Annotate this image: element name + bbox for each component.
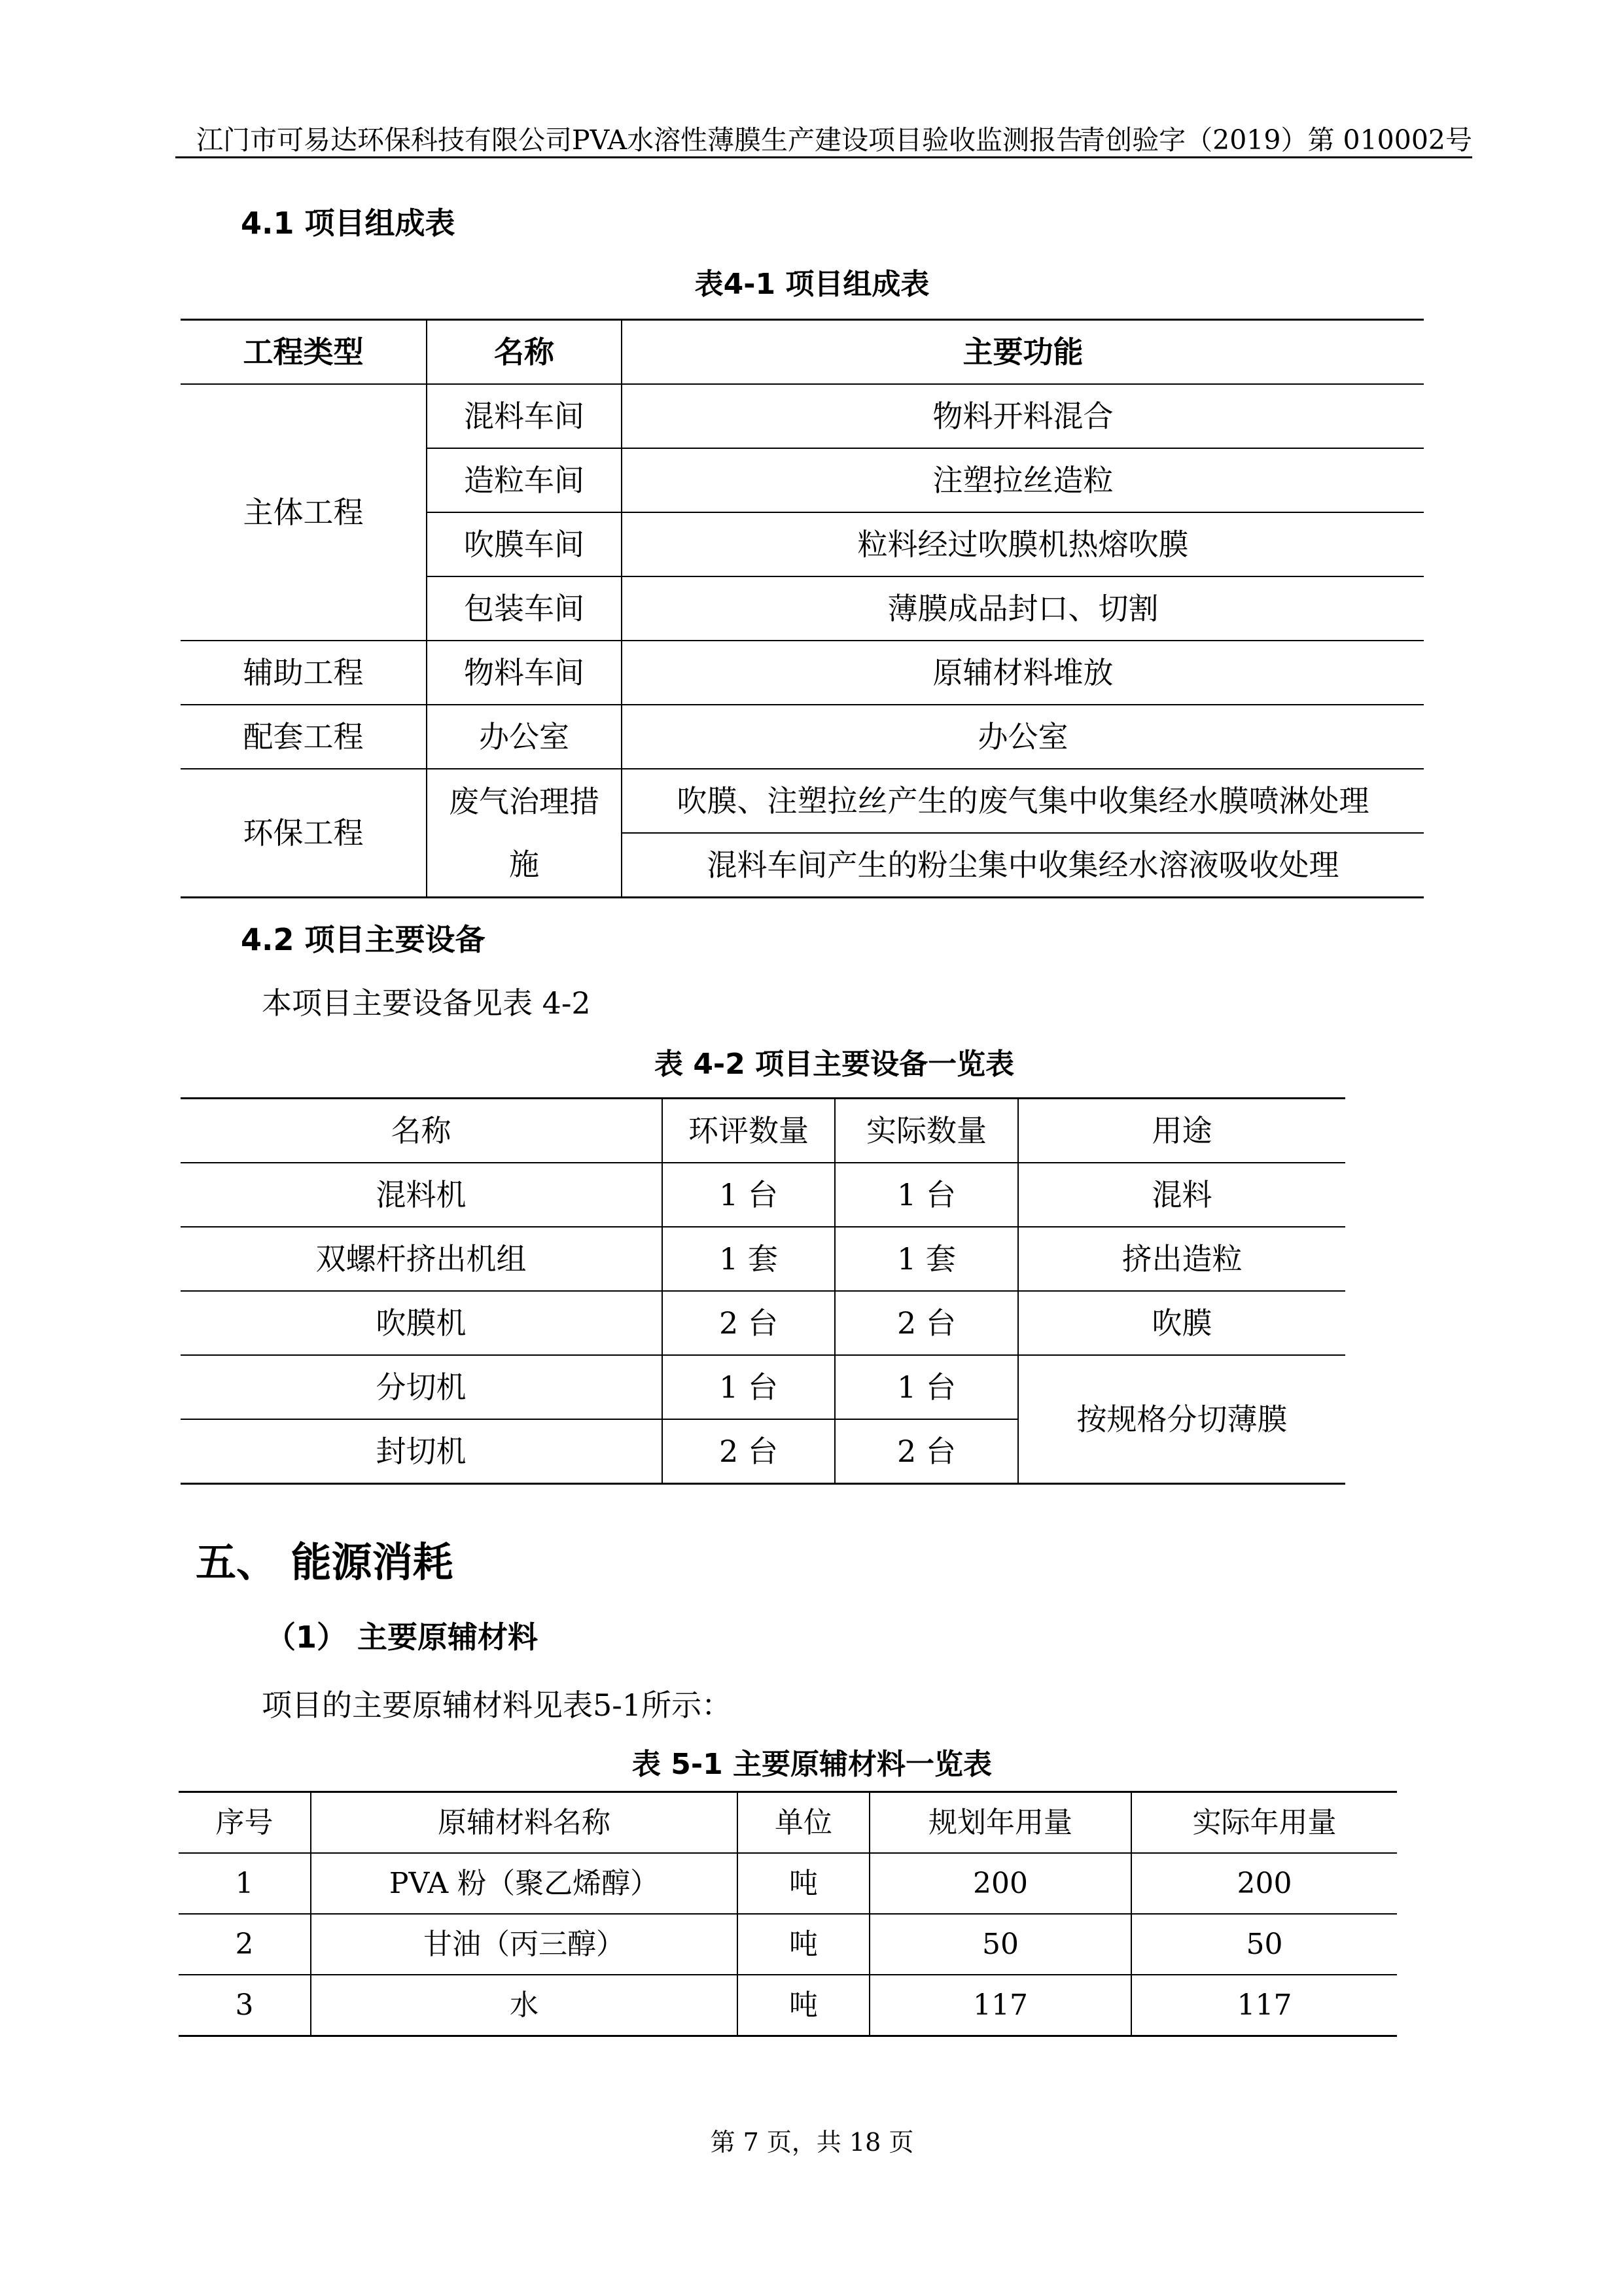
table-header-row	[179, 1792, 1397, 1854]
name-cell: 包装车间	[427, 576, 622, 641]
function-cell: 物料开料混合	[622, 384, 1424, 448]
name-cell: 废气治理措施	[427, 769, 622, 898]
table-row	[181, 384, 1424, 448]
table-row	[181, 1163, 1345, 1227]
serial-no: 2	[179, 1914, 311, 1975]
planned-usage: 117	[870, 1975, 1131, 2036]
table-row	[181, 1227, 1345, 1291]
name-cell: 混料车间	[427, 384, 622, 448]
section-5-intro: 项目的主要原辅材料见表5-1所示：	[262, 1687, 732, 1723]
header-cell: 实际年用量	[1131, 1792, 1397, 1854]
table-header-row	[181, 320, 1424, 385]
unit: 吨	[737, 1853, 870, 1914]
section-4-1-title: 4.1 项目组成表	[241, 205, 455, 241]
name-cell: 吹膜车间	[427, 512, 622, 576]
unit: 吨	[737, 1914, 870, 1975]
function-cell: 办公室	[622, 705, 1424, 769]
equipment-name: 封切机	[181, 1419, 662, 1484]
table-4-1-caption: 表4-1 项目组成表	[694, 268, 930, 301]
header-cell: 单位	[737, 1792, 870, 1854]
eia-quantity: 2 台	[662, 1419, 835, 1484]
table-row	[181, 1291, 1345, 1355]
equipment-name: 双螺杆挤出机组	[181, 1227, 662, 1291]
material-name: 甘油（丙三醇）	[311, 1914, 737, 1975]
actual-quantity: 1 台	[835, 1163, 1018, 1227]
header-cell: 名称	[181, 1099, 662, 1163]
function-cell: 注塑拉丝造粒	[622, 448, 1424, 512]
serial-no: 3	[179, 1975, 311, 2036]
table-row	[181, 641, 1424, 705]
table-header-row	[181, 1099, 1345, 1163]
material-name: 水	[311, 1975, 737, 2036]
group-cell-support: 配套工程	[181, 705, 427, 769]
table-project-composition	[181, 319, 1424, 898]
name-cell: 造粒车间	[427, 448, 622, 512]
function-cell: 原辅材料堆放	[622, 641, 1424, 705]
page-number: 第 7 页，共 18 页	[710, 2128, 914, 2157]
serial-no: 1	[179, 1853, 311, 1914]
header-cell: 环评数量	[662, 1099, 835, 1163]
eia-quantity: 1 台	[662, 1355, 835, 1419]
actual-quantity: 1 台	[835, 1355, 1018, 1419]
section-5-title: 五、 能源消耗	[196, 1538, 453, 1586]
header-report-number: 青创验字（2019）第 010002号	[1078, 124, 1472, 156]
table-main-equipment	[181, 1097, 1345, 1485]
group-cell-aux: 辅助工程	[181, 641, 427, 705]
section-5-subtitle: （1） 主要原辅材料	[266, 1619, 538, 1655]
header-rule	[175, 156, 1472, 158]
header-cell: 用途	[1018, 1099, 1345, 1163]
eia-quantity: 2 台	[662, 1291, 835, 1355]
function-cell: 吹膜、注塑拉丝产生的废气集中收集经水膜喷淋处理	[622, 769, 1424, 833]
equipment-use: 按规格分切薄膜	[1018, 1355, 1345, 1484]
table-row	[181, 769, 1424, 833]
eia-quantity: 1 套	[662, 1227, 835, 1291]
header-cell: 序号	[179, 1792, 311, 1854]
equipment-name: 吹膜机	[181, 1291, 662, 1355]
actual-usage: 50	[1131, 1914, 1397, 1975]
actual-quantity: 2 台	[835, 1291, 1018, 1355]
table-row	[179, 1975, 1397, 2036]
actual-quantity: 1 套	[835, 1227, 1018, 1291]
function-cell: 混料车间产生的粉尘集中收集经水溶液吸收处理	[622, 833, 1424, 898]
table-row	[179, 1914, 1397, 1975]
equipment-use: 吹膜	[1018, 1291, 1345, 1355]
equipment-name: 混料机	[181, 1163, 662, 1227]
table-5-1-caption: 表 5-1 主要原辅材料一览表	[631, 1748, 993, 1781]
function-cell: 粒料经过吹膜机热熔吹膜	[622, 512, 1424, 576]
header-cell: 规划年用量	[870, 1792, 1131, 1854]
table-row	[179, 1853, 1397, 1914]
table-4-2-caption: 表 4-2 项目主要设备一览表	[654, 1048, 1015, 1081]
group-cell-main: 主体工程	[181, 384, 427, 641]
table-row	[181, 1355, 1345, 1419]
function-cell: 薄膜成品封口、切割	[622, 576, 1424, 641]
planned-usage: 50	[870, 1914, 1131, 1975]
header-cell: 工程类型	[181, 320, 427, 385]
equipment-name: 分切机	[181, 1355, 662, 1419]
header-cell: 实际数量	[835, 1099, 1018, 1163]
equipment-use: 挤出造粒	[1018, 1227, 1345, 1291]
planned-usage: 200	[870, 1853, 1131, 1914]
actual-usage: 200	[1131, 1853, 1397, 1914]
table-row	[181, 705, 1424, 769]
name-cell: 物料车间	[427, 641, 622, 705]
header-cell: 主要功能	[622, 320, 1424, 385]
material-name: PVA 粉（聚乙烯醇）	[311, 1853, 737, 1914]
header-report-title: 江门市可易达环保科技有限公司PVA水溶性薄膜生产建设项目验收监测报告	[196, 124, 1084, 156]
header-cell: 名称	[427, 320, 622, 385]
unit: 吨	[737, 1975, 870, 2036]
equipment-use: 混料	[1018, 1163, 1345, 1227]
group-cell-env: 环保工程	[181, 769, 427, 898]
table-raw-materials	[179, 1791, 1397, 2037]
actual-usage: 117	[1131, 1975, 1397, 2036]
actual-quantity: 2 台	[835, 1419, 1018, 1484]
section-4-2-title: 4.2 项目主要设备	[241, 922, 485, 957]
header-cell: 原辅材料名称	[311, 1792, 737, 1854]
name-cell: 办公室	[427, 705, 622, 769]
section-4-2-intro: 本项目主要设备见表 4-2	[262, 985, 591, 1021]
eia-quantity: 1 台	[662, 1163, 835, 1227]
